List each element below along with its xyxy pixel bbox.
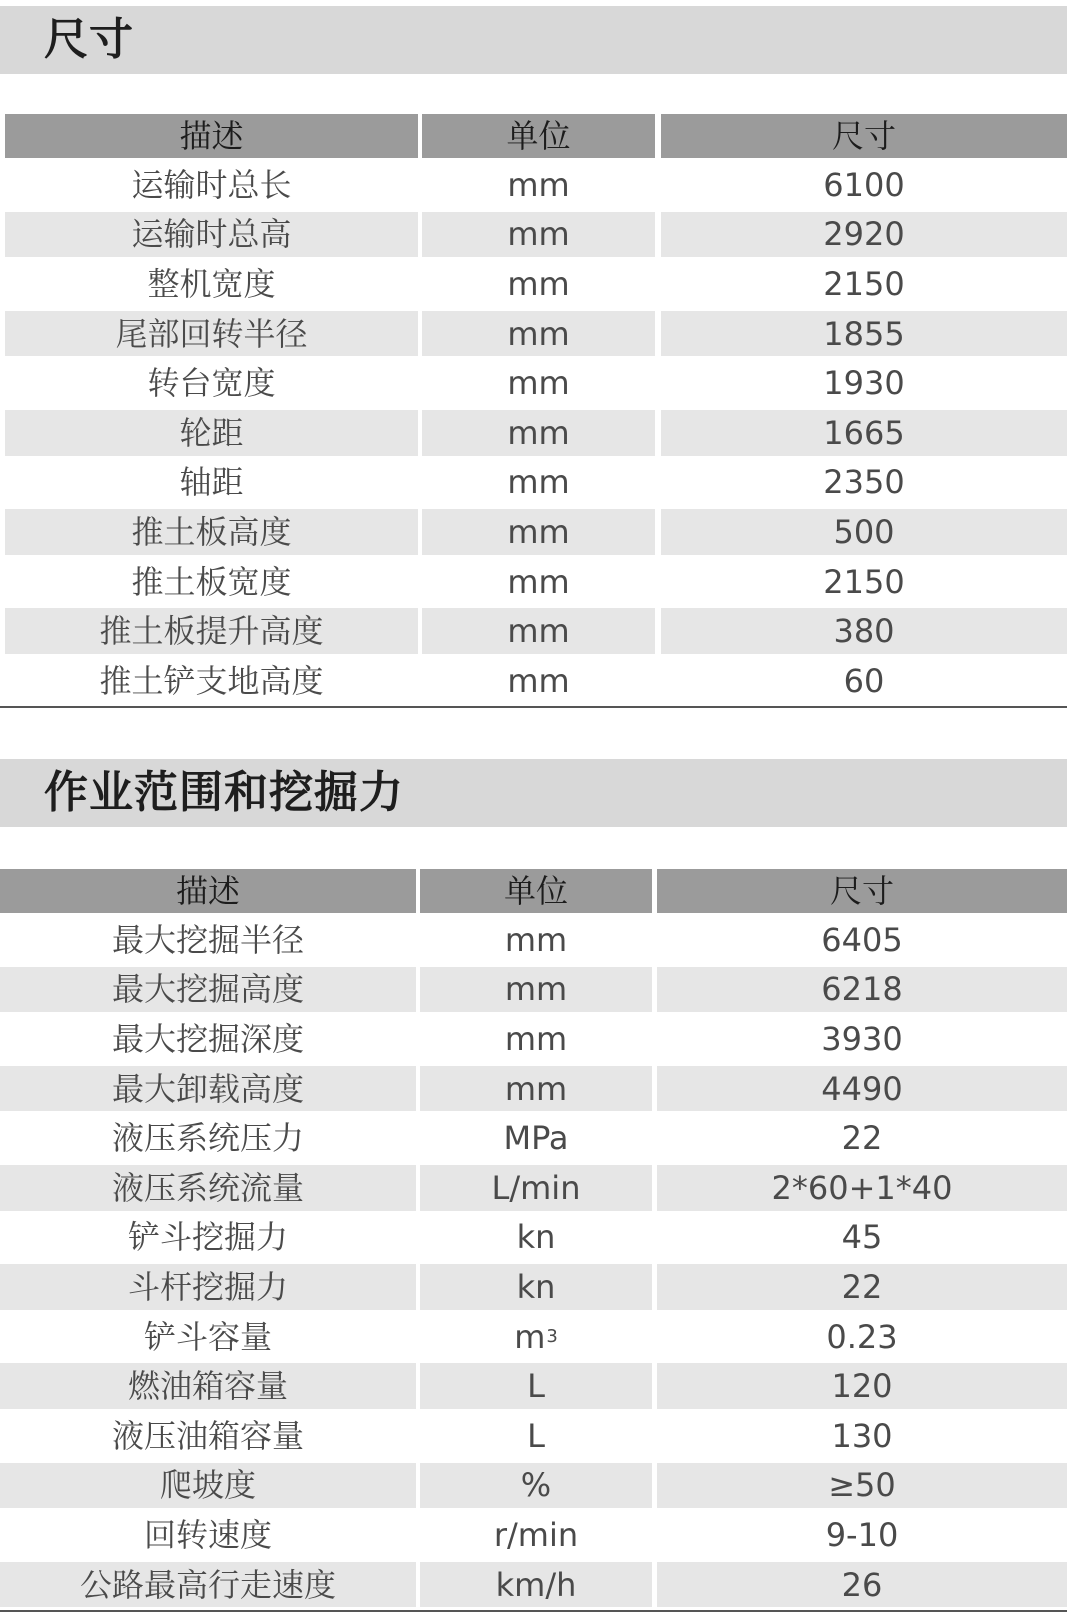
table-bottom-rule bbox=[0, 706, 1067, 708]
column-header-value: 尺寸 bbox=[657, 869, 1067, 913]
table-row bbox=[0, 458, 1067, 508]
unit-text: L/min bbox=[491, 1168, 581, 1207]
cell-description: 最大挖掘高度 bbox=[0, 967, 416, 1013]
cell-description: 最大挖掘深度 bbox=[111, 1019, 304, 1058]
cell-value: 3930 bbox=[821, 1019, 903, 1058]
cell-description: 液压油箱容量 bbox=[111, 1416, 304, 1455]
column-header-description: 描述 bbox=[5, 114, 418, 158]
cell-value: 380 bbox=[661, 608, 1067, 654]
unit-text: mm bbox=[507, 364, 570, 403]
table-row bbox=[0, 1560, 1067, 1610]
cell-value: 6405 bbox=[821, 920, 903, 959]
unit-text: mm bbox=[504, 1069, 568, 1108]
cell-unit bbox=[422, 658, 655, 704]
cell-unit bbox=[422, 509, 655, 555]
cell-unit bbox=[420, 917, 652, 963]
cell-value: 2*60+1*40 bbox=[657, 1165, 1067, 1211]
table-row bbox=[0, 1262, 1067, 1312]
table-row bbox=[0, 210, 1067, 260]
cell-value: 2920 bbox=[661, 212, 1067, 258]
cell-value: 1930 bbox=[823, 364, 905, 403]
unit-text: km/h bbox=[495, 1565, 577, 1604]
working-range-table bbox=[0, 867, 1067, 1609]
unit-text: r/min bbox=[493, 1515, 579, 1554]
cell-value: 6100 bbox=[823, 165, 905, 204]
unit-superscript: 3 bbox=[546, 1325, 558, 1347]
cell-unit bbox=[420, 1314, 652, 1360]
unit-text: mm bbox=[504, 920, 568, 959]
table-row bbox=[0, 160, 1067, 210]
table-row bbox=[0, 606, 1067, 656]
unit-text: m bbox=[514, 1317, 546, 1356]
unit-text: % bbox=[520, 1466, 552, 1505]
cell-description: 回转速度 bbox=[143, 1515, 272, 1554]
cell-unit bbox=[420, 1066, 652, 1112]
unit-text: mm bbox=[507, 165, 570, 204]
cell-description: 轮距 bbox=[5, 410, 418, 456]
column-header-description: 描述 bbox=[0, 869, 416, 913]
table-row bbox=[0, 408, 1067, 458]
cell-value: 60 bbox=[843, 661, 885, 700]
unit-text: mm bbox=[507, 512, 570, 551]
table-row bbox=[0, 309, 1067, 359]
unit-text: mm bbox=[507, 463, 570, 502]
cell-description: 尾部回转半径 bbox=[5, 311, 418, 357]
unit-text: kn bbox=[516, 1267, 556, 1306]
cell-value: 26 bbox=[657, 1562, 1067, 1608]
table-header-row bbox=[0, 867, 1067, 915]
unit-text: mm bbox=[507, 215, 570, 254]
cell-unit bbox=[420, 1463, 652, 1509]
cell-unit bbox=[420, 1115, 652, 1161]
cell-value: 6218 bbox=[657, 967, 1067, 1013]
cell-value: 0.23 bbox=[826, 1317, 898, 1356]
cell-description: 最大卸载高度 bbox=[0, 1066, 416, 1112]
cell-description: 转台宽度 bbox=[147, 364, 276, 403]
table-row bbox=[0, 1064, 1067, 1114]
cell-description: 爬坡度 bbox=[0, 1463, 416, 1509]
cell-value: 120 bbox=[657, 1363, 1067, 1409]
cell-description: 铲斗挖掘力 bbox=[127, 1218, 288, 1257]
table-row bbox=[0, 1312, 1067, 1362]
table-row bbox=[0, 965, 1067, 1015]
cell-description: 公路最高行走速度 bbox=[0, 1562, 416, 1608]
unit-text: MPa bbox=[503, 1119, 569, 1158]
cell-value: 500 bbox=[661, 509, 1067, 555]
table-row bbox=[0, 1163, 1067, 1213]
unit-text: mm bbox=[507, 413, 570, 452]
cell-unit bbox=[422, 261, 655, 307]
cell-value: 4490 bbox=[657, 1066, 1067, 1112]
cell-unit bbox=[420, 1562, 652, 1608]
cell-value: 2150 bbox=[823, 562, 905, 601]
cell-value: 2350 bbox=[823, 463, 905, 502]
cell-value: 9-10 bbox=[825, 1515, 899, 1554]
table-row bbox=[0, 1213, 1067, 1263]
cell-description: 铲斗容量 bbox=[143, 1317, 272, 1356]
cell-description: 轴距 bbox=[179, 463, 244, 502]
cell-description: 推土板宽度 bbox=[131, 562, 292, 601]
cell-description: 运输时总长 bbox=[131, 165, 292, 204]
table-row bbox=[0, 1361, 1067, 1411]
column-header-value: 尺寸 bbox=[661, 114, 1067, 158]
table-row bbox=[0, 358, 1067, 408]
table-row bbox=[0, 656, 1067, 706]
cell-description: 斗杆挖掘力 bbox=[0, 1264, 416, 1310]
table-row bbox=[0, 915, 1067, 965]
unit-text: kn bbox=[516, 1218, 556, 1257]
cell-value: 45 bbox=[841, 1218, 883, 1257]
cell-value: 1855 bbox=[661, 311, 1067, 357]
unit-text: mm bbox=[504, 970, 568, 1009]
cell-value: ≥50 bbox=[657, 1463, 1067, 1509]
cell-unit bbox=[420, 1413, 652, 1459]
unit-text: mm bbox=[507, 264, 570, 303]
cell-value: 1665 bbox=[661, 410, 1067, 456]
unit-text: mm bbox=[507, 661, 570, 700]
table-row bbox=[0, 1510, 1067, 1560]
cell-unit bbox=[420, 1363, 652, 1409]
cell-description: 运输时总高 bbox=[5, 212, 418, 258]
cell-value: 22 bbox=[657, 1264, 1067, 1310]
unit-text: L bbox=[527, 1367, 545, 1406]
cell-unit bbox=[422, 311, 655, 357]
cell-value: 22 bbox=[841, 1119, 883, 1158]
cell-value: 130 bbox=[831, 1416, 893, 1455]
unit-text: mm bbox=[507, 314, 570, 353]
cell-unit bbox=[422, 360, 655, 406]
table-row bbox=[0, 1014, 1067, 1064]
cell-unit bbox=[420, 967, 652, 1013]
table-row bbox=[0, 557, 1067, 607]
unit-text: L bbox=[527, 1416, 545, 1455]
cell-unit bbox=[420, 1016, 652, 1062]
cell-unit bbox=[420, 1215, 652, 1261]
table-row bbox=[0, 507, 1067, 557]
table-bottom-rule bbox=[0, 1610, 1067, 1612]
table-header-row bbox=[0, 112, 1067, 160]
cell-unit bbox=[420, 1165, 652, 1211]
table-row bbox=[0, 259, 1067, 309]
cell-unit bbox=[422, 608, 655, 654]
section-header-working-range bbox=[0, 759, 1067, 827]
column-header-unit: 单位 bbox=[420, 869, 652, 913]
column-header-unit: 单位 bbox=[422, 114, 655, 158]
cell-description: 推土板提升高度 bbox=[5, 608, 418, 654]
cell-description: 液压系统压力 bbox=[111, 1119, 304, 1158]
unit-text: mm bbox=[504, 1019, 568, 1058]
cell-description: 整机宽度 bbox=[147, 264, 276, 303]
cell-unit bbox=[422, 460, 655, 506]
unit-text: mm bbox=[507, 612, 570, 651]
cell-unit bbox=[422, 559, 655, 605]
cell-unit bbox=[422, 212, 655, 258]
section-title: 尺寸 bbox=[44, 14, 134, 65]
cell-description: 推土板高度 bbox=[5, 509, 418, 555]
cell-unit bbox=[420, 1512, 652, 1558]
dimensions-table bbox=[0, 112, 1067, 706]
table-row bbox=[0, 1113, 1067, 1163]
table-row bbox=[0, 1461, 1067, 1511]
cell-description: 燃油箱容量 bbox=[0, 1363, 416, 1409]
cell-description: 液压系统流量 bbox=[0, 1165, 416, 1211]
unit-text: mm bbox=[507, 562, 570, 601]
cell-unit bbox=[422, 162, 655, 208]
table-row bbox=[0, 1411, 1067, 1461]
section-header-dimensions bbox=[0, 6, 1067, 74]
cell-unit bbox=[420, 1264, 652, 1310]
cell-description: 推土铲支地高度 bbox=[99, 661, 324, 700]
section-title: 作业范围和挖掘力 bbox=[44, 767, 404, 818]
cell-value: 2150 bbox=[823, 264, 905, 303]
cell-unit bbox=[422, 410, 655, 456]
cell-description: 最大挖掘半径 bbox=[111, 920, 304, 959]
